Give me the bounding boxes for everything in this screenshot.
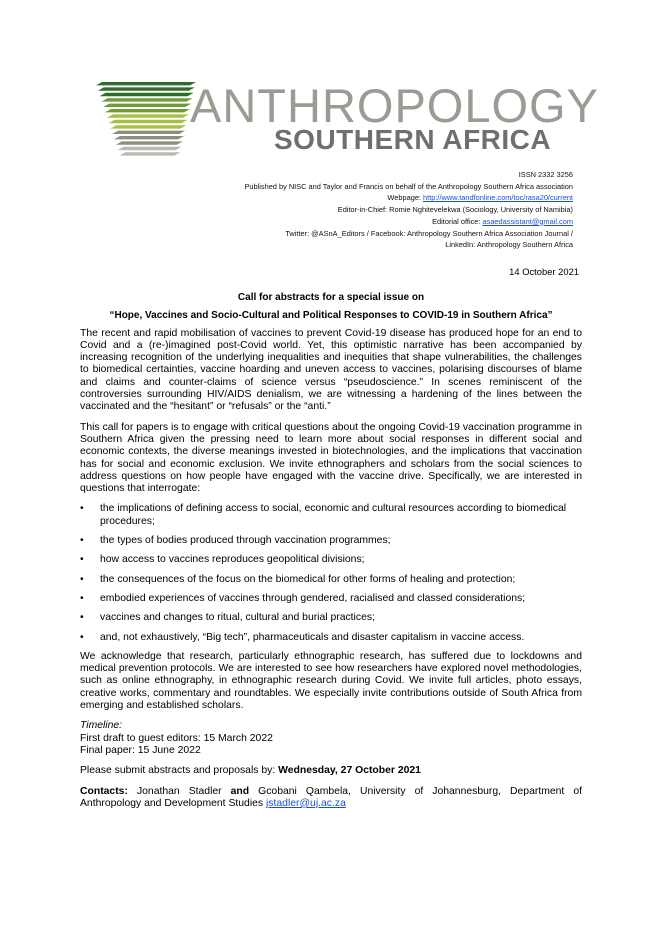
logo-stripe (103, 104, 191, 107)
list-item-text: the consequences of the focus on the biomedical for other forms of healing and protection; (100, 573, 516, 585)
list-item-text: vaccines and changes to ritual, cultural and burial practices; (100, 612, 375, 624)
bullet: • (80, 535, 84, 547)
paragraph-2: This call for papers is to engage with critical questions about the ongoing Covid-19 vaccination programme in Southern Africa given the pressing need to learn more about social responses in different social and economic contexts, the diverse meanings invested in biotechnologies, and the implications that vaccination has for social and economic exclusion. We invite ethnographers and scholars from the social sciences to address questions on how people have engaged with the vaccine drive. Specifically, we are interested in questions that interrogate: (80, 421, 582, 495)
paragraph-3: We acknowledge that research, particularly ethnographic research, has suffered due to lockdowns and medical prevention protocols. We are interested to see how researchers have explored novel methodologies, such as online ethnography, in ethnographic research during Covid. We invite full articles, photo essays, creative works, commentary and roundtables. We especially invite contributions outside of South Africa from emerging and established scholars. (80, 650, 582, 712)
bullet: • (80, 631, 84, 643)
bullet: • (80, 503, 84, 515)
journal-info (113, 169, 573, 251)
contacts-label: Contacts: (80, 785, 128, 797)
timeline (80, 720, 582, 757)
webpage-label: Webpage: (387, 193, 424, 203)
contact-details: Gcobani Qambela, University of Johannesburg, Department of Anthropology and Development Studies (80, 785, 582, 809)
list-item-text: embodied experiences of vaccines through gendered, racialised and classed considerations; (100, 592, 526, 604)
office-email-link[interactable]: asaedassistant@gmail.com (482, 216, 573, 226)
list-item-text: the types of bodies produced through vaccination programmes; (100, 535, 391, 547)
editor-line: Editor-in-Chief: Romie Nghitevelekwa (Sociology, University of Namibia) (337, 205, 573, 215)
webpage-link[interactable]: http://www.tandfonline.com/toc/rasa20/current (423, 193, 573, 203)
list-item (80, 574, 582, 586)
question-list (80, 503, 582, 643)
webpage-line (113, 192, 573, 204)
logo-stripe (100, 93, 194, 96)
submit-text: Please submit abstracts and proposals by: (80, 765, 279, 777)
bullet: • (80, 573, 84, 585)
logo-stripe (105, 109, 190, 112)
logo-stripe (101, 98, 192, 101)
list-item (80, 535, 582, 547)
logo-stripe (114, 136, 184, 139)
logo-stripe (96, 82, 196, 85)
timeline-heading: Timeline: (80, 720, 123, 732)
contacts-and: and (230, 785, 250, 797)
document-date: 14 October 2021 (509, 266, 579, 277)
bullet: • (80, 592, 84, 604)
deadline-date: Wednesday, 27 October 2021 (278, 765, 421, 777)
logo-stripe (118, 147, 182, 150)
list-item (80, 612, 582, 624)
title-line-1: Call for abstracts for a special issue on (237, 292, 425, 303)
list-item (80, 554, 582, 566)
logo-stripes (96, 82, 196, 156)
timeline-first-draft: First draft to guest editors: 15 March 2022 (80, 732, 273, 744)
contact-email-link[interactable]: jstadler@uj.ac.za (266, 797, 346, 809)
logo-stripe (107, 114, 189, 117)
list-item-text: the implications of defining access to social, economic and cultural resources according to biomedical procedures; (100, 503, 567, 527)
list-item (80, 632, 582, 644)
contact-name-1: Jonathan Stadler (127, 785, 231, 797)
issn: ISSN 2332 3256 (518, 170, 573, 179)
logo-stripe (109, 120, 188, 123)
office-line (113, 216, 573, 228)
logo-stripe (119, 152, 180, 155)
social-line-2: LinkedIn: Anthropology Southern Africa (445, 240, 573, 250)
logo-word-anthropology: ANTHROPOLOGY (190, 79, 599, 132)
title-line-2: “Hope, Vaccines and Socio-Cultural and Political Responses to COVID-19 in Southern Africa” (109, 310, 553, 322)
logo-stripe (112, 131, 185, 134)
paragraph-1: The recent and rapid mobilisation of vaccines to prevent Covid-19 disease has produced hope for an end to Covid and a (re-)imagined post-Covid world. Yet, this optimistic narrative has been accompanied by increasing recognition of the underlying inequalities and inequities that shape vulnerabilities, the challenges to biomedical certainties, vaccine hoarding and uneven access to vaccines, polarising discourses of blame and claims and counter-claims of science versus “pseudoscience.” In scenes reminiscent of the controversies surrounding HIV/AIDS denialism, we are witnessing a hardening of the lines between the vaccinated and the “hesitant” or “refusals” or the “anti.” (80, 327, 582, 413)
logo-stripe (116, 141, 183, 144)
document-body (80, 292, 582, 810)
contacts (80, 786, 582, 811)
list-item-text: how access to vaccines reproduces geopolitical divisions; (100, 554, 365, 566)
publisher-line: Published by NISC and Taylor and Francis on behalf of the Anthropology Southern Africa association (244, 181, 573, 191)
social-line-1: Twitter: @ASnA_Editors / Facebook: Anthropology Southern Africa Association Journal / (285, 228, 573, 238)
list-item-text: and, not exhaustively, “Big tech”, pharmaceuticals and disaster capitalism in vaccine access. (100, 631, 525, 643)
logo-stripe (110, 125, 186, 128)
list-item (80, 503, 582, 528)
bullet: • (80, 612, 84, 624)
submission-deadline (80, 765, 582, 777)
logo-stripe (98, 87, 195, 90)
list-item (80, 593, 582, 605)
bullet: • (80, 554, 84, 566)
logo-word-southern-africa: SOUTHERN AFRICA (274, 124, 552, 155)
office-label: Editorial office: (432, 216, 483, 226)
timeline-final-paper: Final paper: 15 June 2022 (80, 744, 201, 756)
